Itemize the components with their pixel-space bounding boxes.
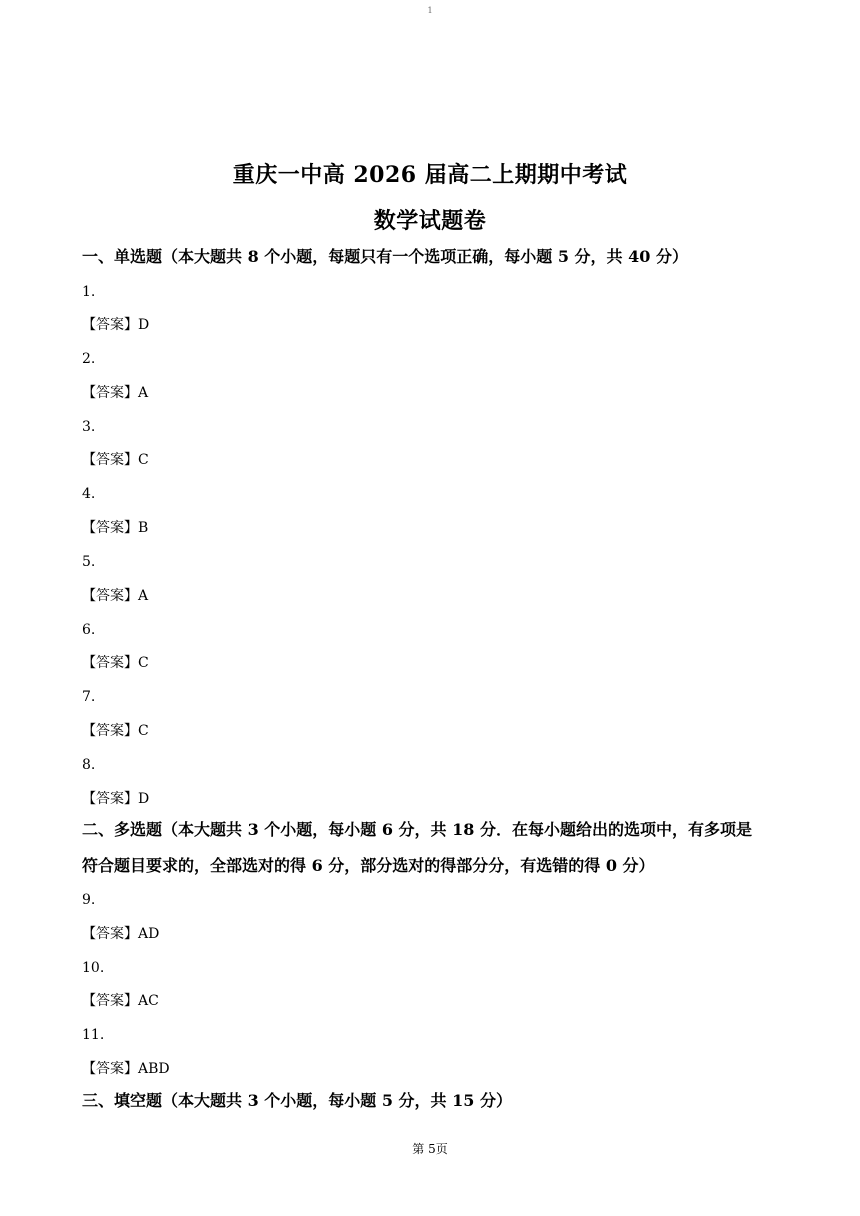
section3-heading: 三、填空题（本大题共 3 个小题，每小题 5 分，共 15 分） [82, 1091, 512, 1110]
answer-prefix: 【答案】 [82, 926, 138, 942]
answer-line [82, 383, 148, 403]
answer-line [82, 653, 149, 673]
question-number: 11. [82, 1027, 105, 1043]
answer-value: AC [138, 993, 159, 1009]
answer-line [82, 586, 148, 606]
answer-prefix: 【答案】 [82, 452, 138, 468]
answer-prefix: 【答案】 [82, 791, 138, 807]
answer-prefix: 【答案】 [82, 588, 138, 604]
answer-value: C [138, 655, 149, 671]
page-footer: 第 5页 [412, 1142, 448, 1156]
question-number: 6. [82, 622, 96, 638]
answer-line [82, 315, 149, 335]
answer-prefix: 【答案】 [82, 723, 138, 739]
answer-value: C [138, 452, 149, 468]
question-number: 10. [82, 960, 105, 976]
answer-prefix: 【答案】 [82, 385, 138, 401]
answer-line [82, 518, 148, 538]
answer-value: C [138, 723, 149, 739]
page-title: 重庆一中高 2026 届高二上期期中考试 [232, 162, 628, 188]
section1-heading: 一、单选题（本大题共 8 个小题，每题只有一个选项正确，每小题 5 分，共 40 分） [82, 247, 688, 266]
answer-line [82, 991, 159, 1011]
answer-prefix: 【答案】 [82, 1061, 138, 1077]
question-number: 2. [82, 351, 96, 367]
question-number: 7. [82, 689, 96, 705]
answer-value: A [138, 588, 149, 604]
answer-prefix: 【答案】 [82, 520, 138, 536]
answer-value: D [138, 791, 150, 807]
page-subtitle: 数学试题卷 [373, 208, 487, 234]
question-number: 3. [82, 419, 96, 435]
question-number: 8. [82, 757, 96, 773]
answer-line [82, 1059, 170, 1079]
section2-heading-line1: 二、多选题（本大题共 3 个小题，每小题 6 分，共 18 分．在每小题给出的选项中，有多项是 [82, 820, 752, 839]
answer-value: A [138, 385, 149, 401]
answer-value: AD [138, 926, 160, 942]
question-number: 1. [82, 284, 96, 300]
answer-line [82, 450, 149, 470]
answer-prefix: 【答案】 [82, 655, 138, 671]
answer-line [82, 924, 159, 944]
answer-line [82, 721, 149, 741]
answer-value: D [138, 317, 150, 333]
section2-heading-line2: 符合题目要求的，全部选对的得 6 分，部分选对的得部分分，有选错的得 0 分） [82, 856, 655, 875]
question-number: 5. [82, 554, 96, 570]
answer-prefix: 【答案】 [82, 993, 138, 1009]
page-top-marker: 1 [427, 6, 433, 15]
answer-value: ABD [138, 1061, 170, 1077]
question-number: 9. [82, 892, 96, 908]
question-number: 4. [82, 486, 96, 502]
answer-value: B [138, 520, 149, 536]
answer-prefix: 【答案】 [82, 317, 138, 333]
answer-line [82, 789, 149, 809]
